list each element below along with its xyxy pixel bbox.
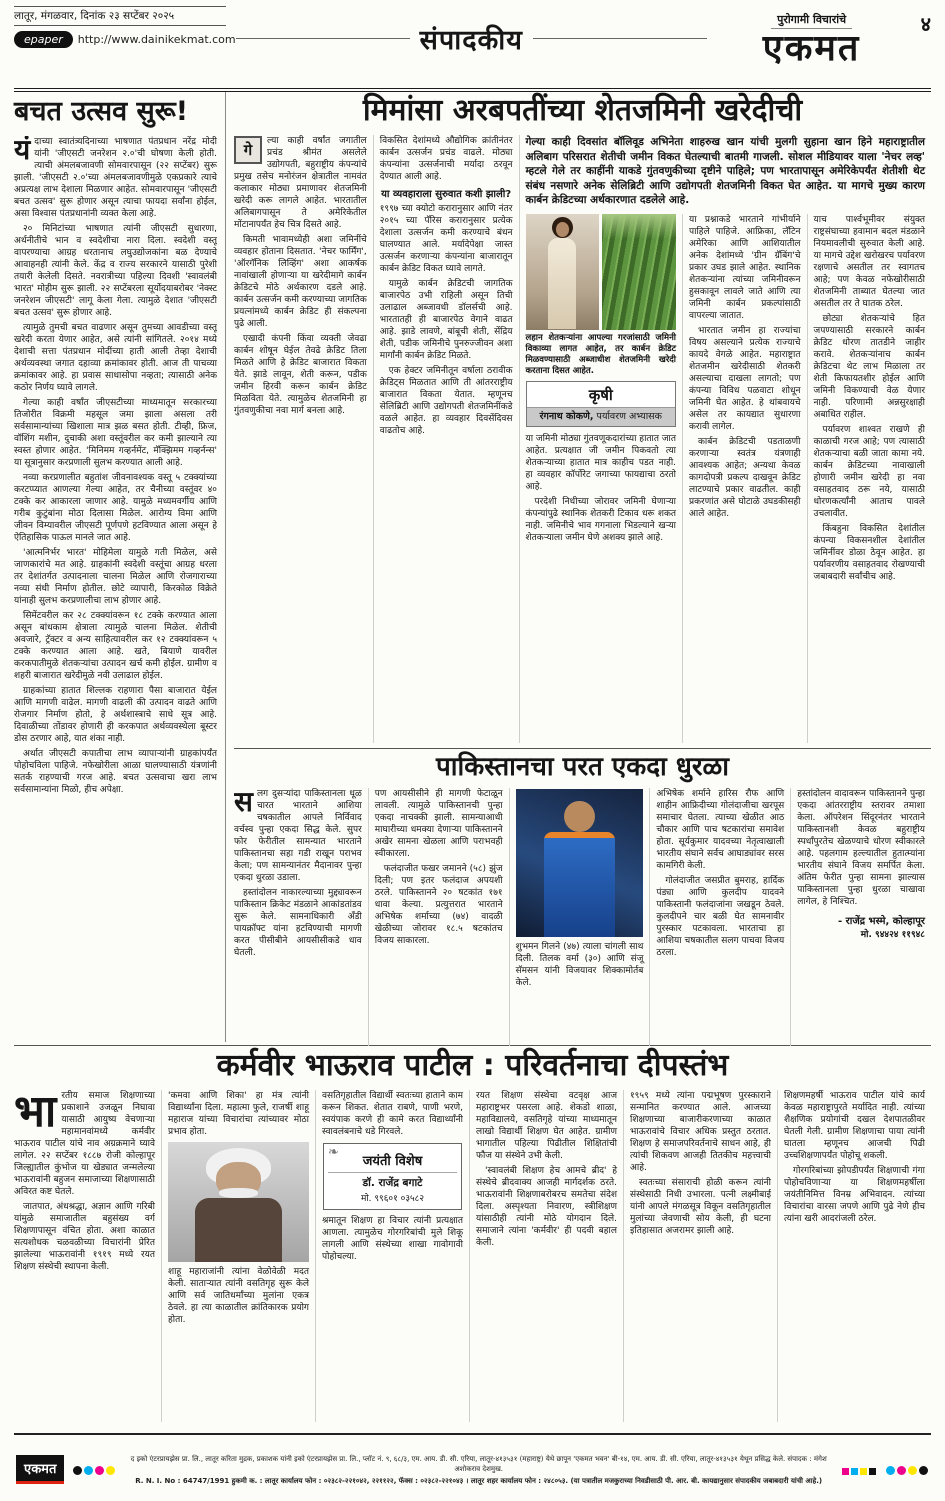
farmland-col-1 [234, 135, 373, 743]
epaper-url-link[interactable]: http://www.dainikekmat.com [77, 33, 236, 46]
krishi-author [527, 408, 676, 426]
karmaveer-col-3 [315, 1090, 469, 1422]
paragraph: जातपात, अंधश्रद्धा, अज्ञान आणि गरिबी यांमुळे समाजातील बहुसंख्य वर्ग शिक्षणापासून वंचित होता. अशा काळात सत्यशोधक चळवळीच्या विचारांनी प्रेरित झालेल्या भाऊरावांनी १९१९ मध्ये रयत शिक्षण संस्थेची स्थापना केली. [14, 1202, 155, 1272]
paragraph: या प्रश्नाकडे भारताने गांभीर्याने पाहिले पाहिजे. आफ्रिका, लॅटिन अमेरिका आणि आशियातील अनेक देशांमध्ये 'ग्रीन ग्रॅबिंग'चे प्रकार उघड झाले आहेत. स्थानिक शेतकऱ्यांना त्यांच्या जमिनीवरून हुसकावून लावले जाते आणि त्या जमिनी कार्बन प्रकल्पांसाठी वापरल्या जातात. [689, 214, 801, 321]
photo-farm-field [602, 214, 676, 330]
photo-cricketer-jersey [544, 838, 616, 937]
paragraph: ल्या काही वर्षांत जगातील प्रचंड श्रीमंत असलेले उद्योगपती, बहुराष्ट्रीय कंपन्यांचे प्रमुख तसेच मनोरंजन क्षेत्रातील नामवंत कलाकार मोठ्या प्रमाणावर शेतजमिनी खरेदी करू लागले आहेत. भारतातील अलिबागपासून ते अमेरिकेतील मोंटानापर्यंत हेच चित्र दिसते आहे. [234, 136, 367, 230]
pakistan-col-1 [234, 788, 368, 1046]
karmaveer-paragraphs [476, 1090, 617, 1249]
paragraph: शुभमन गिलने (४७) त्याला चांगली साथ दिली. तिलक वर्मा (३०) आणि संजू सॅमसन यांनी विजयावर शिक्कामोर्तब केले. [515, 942, 644, 988]
imprint-line-1: द इको एंटरप्रायझेस प्रा. लि., लातूर करिता मुद्रक, प्रकाशक यांनी इको एंटरप्रायझेस प्रा. लि., प्लॉट नं. ९, ६८/३, एम. आय. डी. सी. एरिया, लातूर-४१३५३१ (महाराष्ट्र) येथे छापून 'एकमत भवन' बी-१४, एम. आय. डी. सी. एरिया, लातूर-४१३५३१ येथून प्रसिद्ध केले. संपादक : मंगेश अशोकराव देशमुख. [130, 1454, 827, 1473]
farmland-subhead: या व्यवहाराला सुरुवात कशी झाली? [381, 189, 512, 200]
color-mark-yellow [908, 1466, 917, 1475]
color-square-yellow [860, 1468, 867, 1475]
pakistan-col-2 [368, 788, 509, 1046]
section-title: संपादकीय [419, 25, 523, 56]
paragraph: हस्तांदोलन नाकारल्याच्या मुद्द्यावरून पाकिस्तान क्रिकेट मंडळाने आकांडतांडव सुरू केले. सामनाधिकारी अँडी पायक्रॉफ्ट यांना हटविण्याची मागणी करत पीसीबीने आयसीसीकडे धाव घेतली. [234, 888, 362, 958]
karmaveer-paragraphs [630, 1090, 771, 1237]
color-mark-cyan [84, 1466, 93, 1475]
photo-celebrity-face [556, 222, 569, 237]
farmland-paragraphs [234, 135, 367, 417]
farmland-paragraphs [814, 214, 926, 583]
article-karmaveer [14, 1045, 931, 1429]
karmaveer-dropcap: भा [14, 1090, 57, 1137]
paragraph: लग दुसऱ्यांदा पाकिस्तानला धूळ चारत भारताने आशिया चषकातील आपले निर्विवाद वर्चस्व पुन्हा एकदा सिद्ध केले. सुपर फोर फेरीतील सामन्यात भारताने पाकिस्तानचा सहा गडी राखून पराभव केला; पण सामन्यानंतर मैदानावर पुन्हा एकदा धुरळा उडाला. [234, 789, 362, 883]
masthead-title: एकमत [762, 28, 861, 69]
savings-body [14, 136, 217, 1032]
paragraph: वसतिगृहातील विद्यार्थी स्वतःच्या हाताने काम करून शिकत. शेतात राबणे, पाणी भरणे, स्वयंपाक करणे ही कामे करत विद्यार्थ्यांनी स्वावलंबनाचे धडे गिरवले. [322, 1091, 463, 1137]
header-left [14, 6, 236, 48]
photo-farm-field-horizon [602, 214, 676, 240]
paragraph: पर्यावरण शाश्वत राखणे ही काळाची गरज आहे; पण त्यासाठी शेतकऱ्याचा बळी जाता कामा नये. कार्बन क्रेडिटच्या नावाखाली होणारी जमीन खरेदी हा नवा वसाहतवाद ठरू नये, यासाठी धोरणकर्त्यांनी आताच पावले उचलावीत. [813, 424, 926, 519]
masthead [717, 8, 907, 69]
photo-cricketer-face [564, 801, 595, 832]
paragraph: परदेशी निधीच्या जोरावर जमिनी घेणाऱ्या कंपन्यांपुढे स्थानिक शेतकरी टिकाव धरू शकत नाही. जमिनीचे भाव गगनाला भिडल्याने खऱ्या शेतकऱ्याला जमीन घेणे अशक्य झाले आहे. [525, 496, 677, 543]
photo-celebrity-body [548, 238, 576, 330]
paragraph: स्वतःच्या संसाराची होळी करून त्यांनी संस्थेसाठी निधी उभारला. पत्नी लक्ष्मीबाई यांनी आपले मंगळसूत्र विकून वसतिगृहातील मुलांच्या जेवणाची सोय केली, ही घटना इतिहासात अजरामर झाली आहे. [630, 1178, 771, 1236]
paragraph: रतीय समाज शिक्षणाच्या प्रकाशाने उजळून निघावा यासाठी आयुष्य वेचणाऱ्या महामानवांमध्ये कर्मवीर भाऊराव पाटील यांचे नाव अग्रक्रमाने घ्यावे लागेल. २२ सप्टेंबर १८८७ रोजी कोल्हापूर जिल्ह्यातील कुंभोज या खेड्यात जन्मलेल्या भाऊरावांनी बहुजन समाजाच्या शिक्षणासाठी अविरत कष्ट घेतले. [14, 1091, 155, 1197]
color-squares-center [841, 1460, 877, 1479]
photo-caption: लहान शेतकऱ्यांना आपल्या गरजांसाठी जमिनी विकाव्या लागत आहेत, तर कार्बन क्रेडिट मिळवण्यासाठी अब्जाधीश शेतजमिनी खरेदी करताना दिसत आहेत. [525, 332, 677, 376]
paragraph: या जमिनी मोठ्या गुंतवणूकदारांच्या हातात जात आहेत. प्रत्यक्षात जी जमीन पिकवतो त्या शेतकऱ्याच्या हातात मात्र काहीच पडत नाही. हा व्यवहार कॉर्पोरेट जगाच्या फायद्याचा ठरतो आहे. [525, 433, 677, 492]
pakistan-paragraphs [516, 941, 644, 989]
paragraph: यामुळे कार्बन क्रेडिटची जागतिक बाजारपेठ उभी राहिली असून तिची उलाढाल अब्जावधी डॉलर्सची आहे. भारतातही ही बाजारपेठ वेगाने वाढत आहे. झाडे लावणे, बांबूची शेती, सेंद्रिय शेती, पडीक जमिनीचे पुनरुज्जीवन अशा मार्गांनी कार्बन क्रेडिट मिळते. [379, 279, 513, 361]
color-square-magenta [842, 1468, 849, 1475]
masthead-tagline: पुरोगामी विचारांचे [771, 12, 852, 29]
paragraph: गोलंदाजीत जसप्रीत बुमराह, हार्दिक पंड्या आणि कुलदीप यादवने पाकिस्तानी फलंदाजांना जखडून ठेवले. कुलदीपने चार बळी घेत सामनावीर पुरस्कार पटकावला. भारताचा हा आशिया चषकातील सलग पाचवा विजय ठरला. [656, 876, 785, 958]
pakistan-col-3 [509, 788, 650, 1046]
color-mark-cyan [886, 1466, 895, 1475]
pakistan-paragraphs [797, 788, 925, 908]
photo-bhaurao-patil [168, 1142, 309, 1262]
imprint-line-2: R. N. I. No : 64747/1991 हुकमी क. : लातूर कार्यालय फोन : ०२३८२-२२१०४२, २२११२२, फॅक्स : ०२३८२-२२१०४३ । लातूर शहर कार्यालय फोन : २४८०५३. (या पत्रातील मजकुराच्या निवडीसाठी पी. आर. बी. कायद्यानुसार संपादकीय जबाबदारी यांची आहे.) [135, 1476, 823, 1485]
epaper-row [14, 31, 236, 48]
farmland-col-5 [807, 214, 931, 744]
krishi-author-box [526, 381, 677, 427]
color-square-cyan [851, 1468, 858, 1475]
paragraph: किमती भावामध्येही अशा जमिनींचे व्यवहार होताना दिसतात. 'नेचर फार्मिंग', 'ऑरगॅनिक लिव्हिंग' अशा आकर्षक नावांखाली होणाऱ्या या खरेदीमागे कार्बन क्रेडिटचे मोठे अर्थकारण दडले आहे. कार्बन उत्सर्जन कमी करण्याच्या जागतिक प्रयत्नांमध्ये कार्बन क्रेडिट ही संकल्पना पुढे आली. [234, 235, 367, 329]
color-marks-right [885, 1460, 929, 1479]
header-rule-right [533, 38, 707, 39]
farmland-right-group [519, 135, 932, 743]
header-rule-left [236, 38, 410, 39]
paragraph: अर्थात जीएसटी कपातीचा लाभ व्यापाऱ्यांनी ग्राहकांपर्यंत पोहोचविला पाहिजे. नफेखोरीला आळा घालण्यासाठी यंत्रणांनी सतर्क राहण्याची गरज आहे. बचत उत्सवाचा खरा लाभ सर्वसामान्यांना मिळो, हीच अपेक्षा. [14, 749, 217, 795]
karmaveer-col-4 [469, 1090, 623, 1422]
photo-celebrity [526, 214, 600, 330]
krishi-section-label: कृषी [527, 382, 676, 408]
paragraph: श्रमातून शिक्षण हा विचार त्यांनी प्रत्यक्षात आणला. त्यामुळेच गोरगरिबांची मुले शिकू लागली आणि संस्थेच्या शाखा गावोगावी पोहोचल्या. [322, 1216, 463, 1262]
pakistan-dropcap: स [234, 788, 253, 818]
page-footer [14, 1433, 931, 1499]
paragraph: विकसित देशांमध्ये औद्योगिक क्रांतीनंतर कार्बन उत्सर्जन प्रचंड वाढले. मोठ्या कंपन्यांना उत्सर्जनाची मर्यादा ठरवून देण्यात आली आहे. [379, 136, 513, 182]
karmaveer-paragraphs [168, 1090, 309, 1138]
paragraph: नव्या करप्रणालीत बहुतांश जीवनावश्यक वस्तू ५ टक्क्यांच्या करटप्प्यात आणल्या गेल्या आहेत, तर चैनीच्या वस्तूंवर ४० टक्के कर आकारला जाणार आहे. यामुळे मध्यमवर्गीय आणि गरीब कुटुंबांना मोठा दिलासा मिळेल. आरोग्य विमा आणि जीवन विम्यावरील जीएसटी पूर्णपणे हटविण्यात आला असून हे ऐतिहासिक पाऊल मानले जात आहे. [14, 473, 217, 543]
imprint-lines [124, 1454, 833, 1486]
portrait-body [195, 1198, 282, 1262]
farmland-col-2 [373, 135, 519, 743]
farmland-dropcap: गे [234, 136, 262, 164]
jayanti-title: जयंती विशेष [328, 1151, 457, 1173]
pakistan-body [234, 788, 931, 1046]
portrait-beard [219, 1188, 258, 1199]
article-farmland [234, 92, 931, 743]
farmland-paragraphs [689, 214, 801, 520]
farmland-paragraphs [380, 135, 513, 183]
jayanti-phone: मो. ९९६०१ ०३५८२ [360, 1194, 425, 1204]
paragraph: 'आत्मनिर्भर भारत' मोहिमेला यामुळे गती मिळेल, असे जाणकारांचे मत आहे. ग्राहकांनी स्वदेशी वस्तूंचा आग्रह धरला तर देशांतर्गत उत्पादनाला चालना मिळेल आणि रोजगाराच्या नव्या संधी निर्माण होतील. छोटे व्यापारी, किरकोळ विक्रेते यांनाही सुलभ करप्रणालीचा लाभ होणार आहे. [14, 548, 217, 606]
page-number: ४ [920, 12, 931, 36]
photo-cricketer [516, 789, 644, 937]
savings-headline: बचत उत्सव सुरू! [14, 96, 189, 127]
karmaveer-col-6 [777, 1090, 931, 1422]
dateline: लातूर, मंगळवार, दिनांक २३ सप्टेंबर २०२५ [14, 6, 226, 26]
pakistan-byline: - राजेंद्र भस्मे, कोल्हापूर [838, 916, 925, 927]
paragraph: 'स्वावलंबी शिक्षण हेच आमचे ब्रीद' हे संस्थेचे ब्रीदवाक्य आजही मार्गदर्शक ठरते. भाऊरावांनी शिक्षणाबरोबरच समतेचा संदेश दिला. अस्पृश्यता निवारण, स्त्रीशिक्षण यांसाठीही त्यांनी मोठे योगदान दिले. समाजाने त्यांना 'कर्मवीर' ही पदवी बहाल केली. [476, 1166, 617, 1248]
header-center [226, 20, 717, 57]
paragraph: भारतात जमीन हा राज्यांचा विषय असल्याने प्रत्येक राज्याचे कायदे वेगळे आहेत. महाराष्ट्रात शेतजमीन खरेदीसाठी शेतकरी असल्याचा दाखला लागतो; पण कंपन्या विविध पळवाटा शोधून जमिनी घेत आहेत. हे थांबवायचे असेल तर कायद्यात सुधारणा करावी लागेल. [689, 325, 801, 432]
savings-paragraphs [14, 136, 217, 796]
paragraph: रयत शिक्षण संस्थेचा वटवृक्ष आज महाराष्ट्रभर पसरला आहे. शेकडो शाळा, महाविद्यालये, वसतिगृहे यांच्या माध्यमातून लाखो विद्यार्थी शिक्षण घेत आहेत. ग्रामीण भागातील पहिल्या पिढीतील शिक्षितांची फौज या संस्थेने उभी केली. [476, 1091, 617, 1161]
paragraph: छोट्या शेतकऱ्यांचे हित जपण्यासाठी सरकारने कार्बन क्रेडिट धोरण तातडीने जाहीर करावे. शेतकऱ्यांनाच कार्बन क्रेडिटचा थेट लाभ मिळाला तर शेती किफायतशीर होईल आणि जमिनी विकण्याची वेळ येणार नाही. परिणामी अन्नसुरक्षाही अबाधित राहील. [813, 313, 926, 420]
karmaveer-paragraphs [784, 1090, 925, 1225]
article-savings [14, 92, 226, 1042]
paragraph: शिक्षणमहर्षी भाऊराव पाटील यांचे कार्य केवळ महाराष्ट्रापुरते मर्यादित नाही. त्यांच्या शैक्षणिक प्रयोगांची दखल देशपातळीवर घेतली गेली. ग्रामीण शिक्षणाचा पाया त्यांनी घातला म्हणूनच आजची पिढी उच्चशिक्षणापर्यंत पोहोचू शकली. [784, 1091, 925, 1161]
article-pakistan [234, 748, 931, 1046]
krishi-author-name: रंगनाथ कोकणे, [539, 410, 594, 422]
pakistan-col-5 [790, 788, 931, 1046]
farmland-photos [526, 214, 677, 330]
pakistan-paragraphs [656, 788, 784, 959]
pakistan-col-4 [649, 788, 790, 1046]
karmaveer-col-2 [161, 1090, 315, 1422]
paragraph: याच पार्श्वभूमीवर संयुक्त राष्ट्रसंघाच्या हवामान बदल मंडळाने नियमावलीची सुरुवात केली आहे. या मागचे उद्देश खरोखरच पर्यावरण रक्षणाचे असतील तर स्वागतच आहे; पण केवळ नफेखोरीसाठी शेतजमिनी ताब्यात घेतल्या जात असतील तर ते घातक ठरेल. [813, 214, 926, 309]
paragraph: पण आयसीसीने ही मागणी फेटाळून लावली. त्यामुळे पाकिस्तानची पुन्हा एकदा नाचक्की झाली. सामन्याआधी माघारीच्या धमक्या देणाऱ्या पाकिस्तानने अखेर सामना खेळला आणि पराभवही स्वीकारला. [374, 789, 503, 859]
color-mark-yellow [106, 1466, 115, 1475]
color-mark-black [919, 1466, 928, 1475]
farmland-paragraphs [380, 203, 513, 437]
paragraph: अभिषेक शर्माने हारिस रौफ आणि शाहीन आफ्रिदीच्या गोलंदाजीचा खरपूस समाचार घेतला. त्याच्या खेळीत आठ चौकार आणि पाच षटकारांचा समावेश होता. सूर्यकुमार यादवच्या नेतृत्वाखाली भारतीय संघाने सर्वच आघाड्यांवर सरस कामगिरी केली. [656, 789, 785, 871]
pakistan-paragraphs [375, 788, 503, 947]
color-mark-magenta [95, 1466, 104, 1475]
right-zone [226, 92, 931, 1042]
paragraph: दाच्या स्वातंत्र्यदिनाच्या भाषणात पंतप्रधान नरेंद्र मोदी यांनी 'जीएसटी जनरेशन २.०'ची घोषणा केली होती. त्याची अंमलबजावणी सोमवारपासून (२२ सप्टेंबर) सुरू झाली. 'जीएसटी २.०'च्या अंमलबजावणीमुळे एकप्रकारे त्याचे अप्रत्यक्ष लाभ देशाला मिळणार आहेत. सोमवारपासून 'जीएसटी बचत उत्सव' सुरू होणार असून त्याचा फायदा सर्वांना होईल, असा विश्वास पंतप्रधानांनी व्यक्त केला आहे. [14, 137, 217, 219]
karmaveer-headline: कर्मवीर भाऊराव पाटील : परिवर्तनाचा दीपस्तंभ [216, 1048, 729, 1083]
karmaveer-body [14, 1090, 931, 1422]
paragraph: १९५९ मध्ये त्यांना पद्मभूषण पुरस्काराने सन्मानित करण्यात आले. आजच्या शिक्षणाच्या बाजारीकरणाच्या काळात भाऊरावांचे विचार अधिक प्रस्तुत ठरतात. शिक्षण हे समाजपरिवर्तनाचे साधन आहे, ही त्यांची शिकवण आजही तितकीच महत्त्वाची आहे. [630, 1091, 771, 1173]
paragraph: गेल्या काही वर्षांत जीएसटीच्या माध्यमातून सरकारच्या तिजोरीत विक्रमी महसूल जमा झाला असला तरी सर्वसामान्यांच्या खिशाला मात्र झळ बसत होती. टीव्ही, फ्रिज, वॉशिंग मशीन, दुचाकी अशा वस्तूंवरील कर कमी झाल्याने त्या स्वस्त होणार आहेत. 'मिनिमम गव्हर्नमेंट, मॅक्झिमम गव्हर्नन्स' या सूत्रानुसार करप्रणाली सुलभ करण्यात आली आहे. [14, 398, 217, 468]
pakistan-byline-phone: मो. ९४४२४ ११९४८ [860, 930, 925, 940]
page-header [14, 6, 931, 92]
paragraph: फलंदाजीत फखर जमानने (५८) झुंज दिली; पण इतर फलंदाज अपयशी ठरले. पाकिस्तानने २० षटकांत १७१ धावा केल्या. प्रत्युत्तरात भारताने अभिषेक शर्माच्या (७४) वादळी खेळीच्या जोरावर १८.५ षटकांतच विजय साकारला. [374, 864, 503, 946]
krishi-author-role: पर्यावरण अभ्यासक [596, 410, 662, 422]
farmland-right-cols [520, 214, 932, 744]
karmaveer-col-5 [623, 1090, 777, 1422]
karmaveer-col-1 [14, 1090, 161, 1422]
karmaveer-paragraphs [322, 1215, 463, 1263]
color-square-black [869, 1468, 876, 1475]
paragraph: शाहू महाराजांनी त्यांना वेळोवेळी मदत केली. साताऱ्यात त्यांनी वसतिगृह सुरू केले आणि सर्व जातिधर्मांच्या मुलांना एकत्र ठेवले. हा त्या काळातील क्रांतिकारक प्रयोग होता. [168, 1267, 309, 1325]
paragraph: एक हेक्टर जमिनीतून वर्षाला ठरावीक क्रेडिट्स मिळतात आणि ती आंतरराष्ट्रीय बाजारात विकता येतात. म्हणूनच सेलिब्रिटी आणि उद्योगपती शेतजमिनींकडे वळले आहेत. हा व्यवहार दिवसेंदिवस वाढतोच आहे. [379, 366, 513, 436]
farmland-body [234, 135, 931, 743]
farmland-paragraphs [526, 433, 677, 544]
farmland-media-col [520, 214, 683, 744]
paragraph: गोरगरिबांच्या झोपडीपर्यंत शिक्षणाची गंगा पोहोचविणाऱ्या या शिक्षणमहर्षीला जयंतीनिमित्त विनम्र अभिवादन. त्यांच्या विचारांचा वारसा जपणे आणि पुढे नेणे हीच त्यांना खरी आदरांजली ठरेल. [784, 1166, 925, 1224]
paragraph: २० मिनिटांच्या भाषणात त्यांनी जीएसटी सुधारणा, अर्थनीतीचे भान व स्वदेशीचा नारा दिला. स्वदेशी वस्तू वापरण्याचा आग्रह धरतानाच लघुउद्योजकांना बळ देण्याचे आवाहनही त्यांनी केले. केंद्र व राज्य सरकारने यासाठी पुरेशी तयारी केलेली दिसते. नवरात्रीच्या पहिल्या दिवशी 'स्वावलंबी भारत' मोहीम सुरू झाली. २२ सप्टेंबरला सूर्योदयाबरोबर 'नेक्स्ट जनरेशन जीएसटी' लागू केला गेला. त्यामुळे देशात 'जीएसटी बचत उत्सव' सुरू होणार आहे. [14, 224, 217, 318]
top-zone [14, 92, 931, 1042]
paragraph: १९९७ च्या क्योटो करारानुसार आणि नंतर २०१५ च्या पॅरिस करारानुसार प्रत्येक देशाला उत्सर्जन कमी करण्याचे बंधन घालण्यात आले. मर्यादेपेक्षा जास्त उत्सर्जन करणाऱ्या कंपन्यांना बाजारातून कार्बन क्रेडिट विकत घ्यावे लागते. [379, 204, 513, 274]
paragraph: सिमेंटवरील कर २८ टक्क्यांवरून १८ टक्के करण्यात आला असून बांधकाम क्षेत्राला त्यामुळे चालना मिळेल. शेतीची अवजारे, ट्रॅक्टर व अन्य साहित्यावरील कर १२ टक्क्यांवरून ५ टक्के करण्यात आला आहे. खते, बियाणे यावरील करकपातीमुळे शेतकऱ्यांचा उत्पादन खर्च कमी होईल. ग्रामीण व शहरी बाजारात खरेदीमुळे नवी उलाढाल होईल. [14, 611, 217, 681]
paragraph: हस्तांदोलन वादावरून पाकिस्तानने पुन्हा एकदा आंतरराष्ट्रीय स्तरावर तमाशा केला. ऑपरेशन सिंदूरनंतर भारताने पाकिस्तानशी केवळ बहुराष्ट्रीय स्पर्धांपुरतेच खेळण्याचे धोरण स्वीकारले आहे. पहलगाम हल्ल्यातील हुतात्म्यांना भारतीय संघाने विजय समर्पित केला. अंतिम फेरीत पुन्हा सामना झाल्यास पाकिस्तानला पुन्हा धुरळा चाखावा लागेल, हे निश्चित. [797, 789, 925, 907]
farmland-headline: मिमांसा अरबपतींच्या शेतजमिनी खरेदीची [362, 93, 803, 128]
jayanti-box [323, 1143, 462, 1210]
color-marks-left [72, 1460, 116, 1479]
color-mark-magenta [897, 1466, 906, 1475]
quill-ornament-icon: ❧ [328, 1145, 339, 1160]
savings-dropcap: यं [14, 136, 31, 166]
paragraph: कार्बन क्रेडिटची पडताळणी करणाऱ्या स्वतंत्र यंत्रणाही आवश्यक आहेत; अन्यथा केवळ कागदोपत्री प्रकल्प दाखवून क्रेडिट लाटण्याचे प्रकार वाढतील. काही प्रकरणांत असे घोटाळे उघडकीसही आले आहेत. [689, 436, 801, 519]
paragraph: किंबहुना विकसित देशांतील कंपन्या विकसनशील देशांतील जमिनींवर डोळा ठेवून आहेत. हा पर्यावरणीय वसाहतवाद रोखण्याची जबाबदारी सर्वांचीच आहे. [813, 523, 926, 582]
karmaveer-paragraphs [168, 1266, 309, 1326]
footer-ekmat-logo: एकमत [16, 1455, 64, 1484]
paragraph: एखादी कंपनी किंवा व्यक्ती जेवढा कार्बन शोषून घेईल तेवढे क्रेडिट तिला मिळते आणि हे क्रेडिट बाजारात विकता येते. झाडे लावून, शेती करून, पडीक जमीन हिरवी करून कार्बन क्रेडिट मिळविता येते. त्यामुळेच शेतजमिनी हा गुंतवणुकीचा नवा मार्ग बनला आहे. [234, 334, 367, 416]
pakistan-headline: पाकिस्तानचा परत एकदा धुरळा [436, 752, 729, 782]
farmland-intro: गेल्या काही दिवसांत बॉलिवूड अभिनेता शाहरुख खान यांची मुलगी सुहाना खान हिने महाराष्ट्रातील अलिबाग परिसरात शेतीची जमीन विकत घेतल्याची बातमी गाजली. सोशल मीडियावर याला 'नेचर लव्ह' म्हटले गेले तर काहींनी याकडे गुंतवणुकीच्या दृष्टीने पाहिले; पण भारतापासून अमेरिकेपर्यंत शेतीशी थेट संबंध नसणारे अनेक सेलिब्रिटी आणि उद्योगपती शेतजमिनी विकत घेत आहेत. या मागचे मुख्य कारण कार्बन क्रेडिटच्या अर्थकारणात दडलेले आहे. [525, 136, 926, 206]
color-mark-black [73, 1466, 82, 1475]
epaper-logo[interactable]: epaper [14, 31, 73, 48]
jayanti-author: डॉ. राजेंद्र बगाटे [362, 1177, 423, 1189]
paragraph: 'कमवा आणि शिका' हा मंत्र त्यांनी विद्यार्थ्यांना दिला. महात्मा फुले, राजर्षी शाहू महाराज यांच्या विचारांचा त्यांच्यावर मोठा प्रभाव होता. [168, 1091, 309, 1137]
paragraph: त्यामुळे तुमची बचत वाढणार असून तुमच्या आवडीच्या वस्तू खरेदी करता येणार आहेत, असे त्यांनी सांगितले. २०१४ मध्ये देशाची सत्ता पंतप्रधान मोदींच्या हाती आली तेव्हा देशाची अर्थव्यवस्था जगात दहाव्या क्रमांकावर होती. आज ती पाचव्या क्रमांकावर आहे. हा प्रवास साधासोपा नव्हता; त्यासाठी अनेक कठोर निर्णय घ्यावे लागले. [14, 323, 217, 393]
karmaveer-paragraphs [322, 1090, 463, 1138]
paragraph: ग्राहकांच्या हातात शिल्लक राहणारा पैसा बाजारात येईल आणि मागणी वाढेल. मागणी वाढली की उत्पादन वाढते आणि रोजगार निर्माण होतो, हे अर्थशास्त्राचे साधे सूत्र आहे. दिवाळीच्या तोंडावर होणारी ही करकपात अर्थव्यवस्थेला बूस्टर डोस ठरणार आहे, यात शंका नाही. [14, 686, 217, 744]
farmland-col-4 [682, 214, 807, 744]
